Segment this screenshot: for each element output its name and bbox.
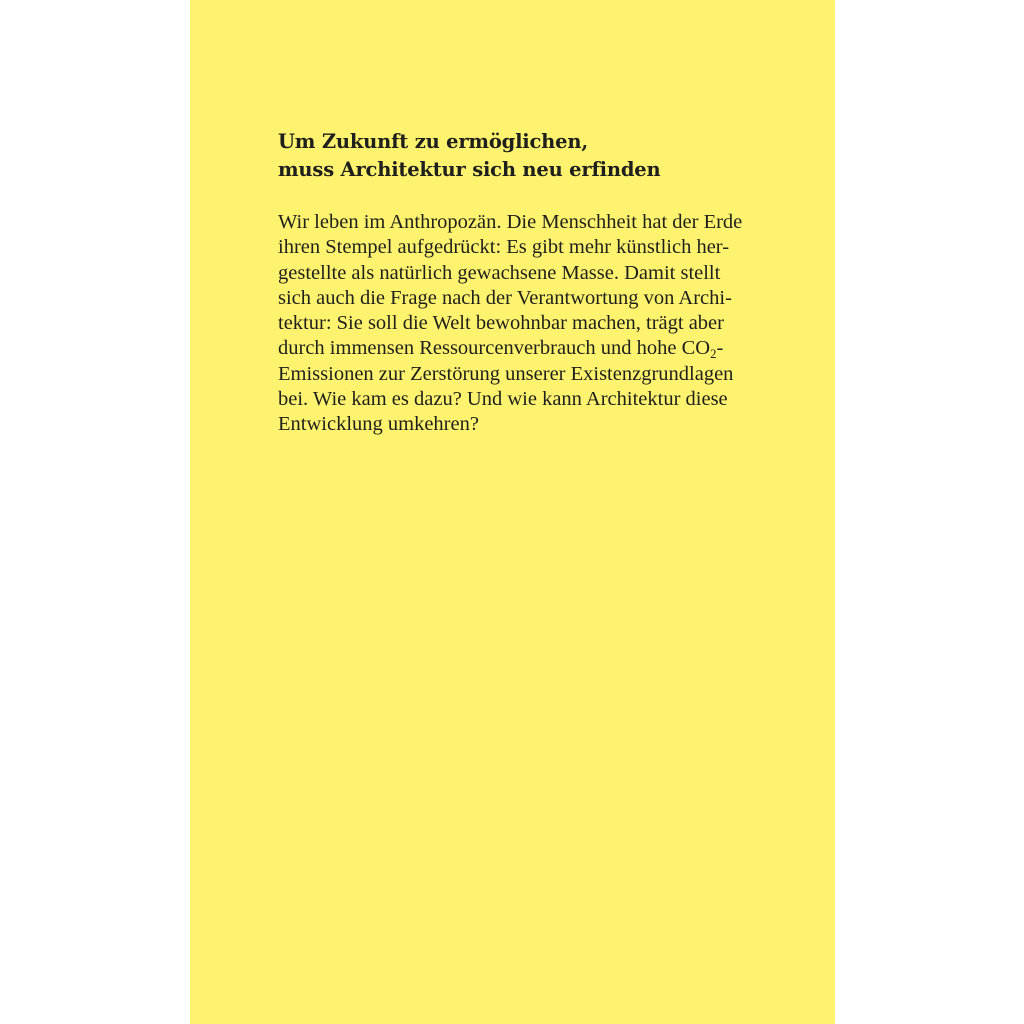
blurb-line: ihren Stempel aufgedrückt: Es gibt mehr künstlich her- <box>278 236 730 259</box>
cover-heading <box>278 128 798 184</box>
blurb-line: bei. Wie kam es dazu? Und wie kann Architektur diese <box>278 388 728 411</box>
heading-line: Um Zukunft zu ermöglichen, <box>278 130 588 153</box>
co2-subscript: 2 <box>710 347 717 362</box>
blurb-line: Entwicklung umkehren? <box>278 413 479 436</box>
blurb-paragraph <box>278 210 798 438</box>
blurb-line-text: durch immensen Ressourcenverbrauch und hohe CO <box>278 337 711 360</box>
blurb-line: tektur: Sie soll die Welt bewohnbar machen, trägt aber <box>278 312 724 335</box>
blurb-line: gestellte als natürlich gewachsene Masse. Damit stellt <box>278 261 721 284</box>
blurb-line: Wir leben im Anthropozän. Die Menschheit hat der Erde <box>278 211 743 233</box>
heading-line: muss Architektur sich neu erfinden <box>278 158 661 181</box>
blurb-line: sich auch die Frage nach der Verantwortung von Archi- <box>278 286 732 309</box>
blurb-hyphen: - <box>716 337 724 360</box>
blurb-line: Emissionen zur Zerstörung unserer Existenzgrundlagen <box>278 362 734 385</box>
blurb-line <box>278 336 798 361</box>
book-back-cover <box>190 0 835 1024</box>
